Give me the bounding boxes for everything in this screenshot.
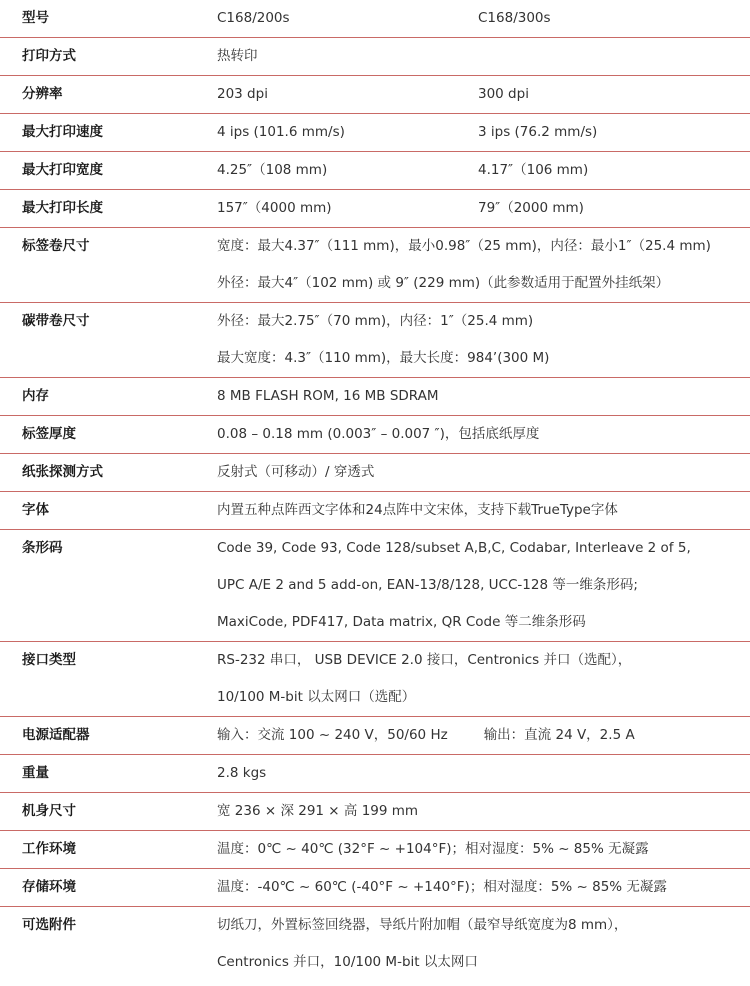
spec-value-primary: 外径：最大4″（102 mm) 或 9″ (229 mm)（此参数适用于配置外挂纸架） bbox=[217, 275, 670, 291]
spec-row bbox=[0, 492, 750, 530]
spec-value-primary: 8 MB FLASH ROM, 16 MB SDRAM bbox=[217, 388, 439, 404]
spec-value bbox=[217, 303, 750, 377]
spec-value-line bbox=[217, 76, 750, 113]
spec-value-line bbox=[217, 190, 750, 227]
spec-label: 打印方式 bbox=[22, 48, 76, 64]
spec-value bbox=[217, 530, 750, 641]
spec-row bbox=[0, 530, 750, 642]
spec-label: 最大打印长度 bbox=[22, 200, 103, 216]
spec-value-line bbox=[217, 869, 750, 906]
spec-label: 机身尺寸 bbox=[22, 803, 76, 819]
spec-value-primary: 宽 236 × 深 291 × 高 199 mm bbox=[217, 803, 419, 819]
spec-value bbox=[217, 378, 750, 415]
spec-label: 工作环境 bbox=[22, 841, 76, 857]
spec-value-primary: Centronics 并口，10/100 M-bit 以太网口 bbox=[217, 954, 478, 970]
spec-value-line bbox=[217, 38, 750, 75]
spec-value bbox=[217, 717, 750, 754]
spec-value-primary: 0.08 – 0.18 mm (0.003″ – 0.007 ″)，包括底纸厚度 bbox=[217, 426, 540, 442]
spec-value-line bbox=[217, 303, 750, 340]
spec-value-line bbox=[217, 152, 750, 189]
spec-value bbox=[217, 831, 750, 868]
spec-value-primary: 157″（4000 mm) bbox=[217, 200, 332, 216]
spec-value-line bbox=[217, 492, 750, 529]
spec-label: 字体 bbox=[22, 502, 49, 518]
spec-value-line bbox=[217, 228, 750, 265]
spec-value bbox=[217, 0, 750, 37]
spec-row bbox=[0, 416, 750, 454]
spec-label: 标签厚度 bbox=[22, 426, 76, 442]
spec-row bbox=[0, 454, 750, 492]
spec-row bbox=[0, 755, 750, 793]
spec-value-primary: 4 ips (101.6 mm/s) bbox=[217, 124, 345, 140]
spec-value-line bbox=[217, 944, 750, 981]
spec-row bbox=[0, 152, 750, 190]
spec-value bbox=[217, 755, 750, 792]
spec-value-primary: 内置五种点阵西文字体和24点阵中文宋体，支持下载TrueType字体 bbox=[217, 502, 618, 518]
spec-value bbox=[217, 152, 750, 189]
spec-label: 接口类型 bbox=[22, 652, 76, 668]
spec-value bbox=[217, 190, 750, 227]
spec-value bbox=[217, 492, 750, 529]
spec-value-line bbox=[217, 831, 750, 868]
spec-value-primary: 反射式（可移动）/ 穿透式 bbox=[217, 464, 375, 480]
spec-value-line bbox=[217, 530, 750, 567]
spec-value-primary: 温度：-40℃ ~ 60℃ (-40°F ~ +140°F)；相对湿度：5% ~ 85% 无凝露 bbox=[217, 879, 667, 895]
spec-row bbox=[0, 642, 750, 717]
spec-row bbox=[0, 114, 750, 152]
spec-value-line bbox=[217, 340, 750, 377]
spec-row bbox=[0, 717, 750, 755]
spec-value-primary: UPC A/E 2 and 5 add-on, EAN-13/8/128, UCC-128 等一维条形码; bbox=[217, 577, 638, 593]
spec-label: 可选附件 bbox=[22, 917, 76, 933]
spec-row bbox=[0, 76, 750, 114]
spec-value bbox=[217, 228, 750, 302]
spec-value-line bbox=[217, 454, 750, 491]
spec-row bbox=[0, 303, 750, 378]
spec-value bbox=[217, 38, 750, 75]
spec-value-line bbox=[217, 793, 750, 830]
spec-value bbox=[217, 869, 750, 906]
spec-label: 纸张探测方式 bbox=[22, 464, 103, 480]
spec-value-line bbox=[217, 114, 750, 151]
spec-value-line bbox=[217, 567, 750, 604]
spec-value-primary: Code 39, Code 93, Code 128/subset A,B,C, Codabar, Interleave 2 of 5, bbox=[217, 540, 691, 556]
spec-value-secondary: 79″（2000 mm) bbox=[478, 200, 584, 216]
spec-value-primary: C168/200s bbox=[217, 10, 290, 26]
spec-row bbox=[0, 38, 750, 76]
spec-value bbox=[217, 76, 750, 113]
spec-row bbox=[0, 0, 750, 38]
spec-value-secondary: 3 ips (76.2 mm/s) bbox=[478, 124, 598, 140]
spec-value bbox=[217, 907, 750, 981]
spec-value-primary: 输入：交流 100 ~ 240 V，50/60 Hz bbox=[217, 727, 448, 743]
spec-row bbox=[0, 869, 750, 907]
spec-row bbox=[0, 831, 750, 869]
spec-label: 碳带卷尺寸 bbox=[22, 313, 90, 329]
spec-value bbox=[217, 793, 750, 830]
spec-value bbox=[217, 416, 750, 453]
spec-value-secondary: 4.17″（106 mm) bbox=[478, 162, 589, 178]
spec-value-primary: 温度：0℃ ~ 40℃ (32°F ~ +104°F)；相对湿度：5% ~ 85% 无凝露 bbox=[217, 841, 649, 857]
spec-value-primary: 热转印 bbox=[217, 48, 258, 64]
spec-label: 最大打印宽度 bbox=[22, 162, 103, 178]
spec-label: 分辨率 bbox=[22, 86, 63, 102]
spec-value-line bbox=[217, 378, 750, 415]
spec-value-secondary: C168/300s bbox=[478, 10, 551, 26]
spec-label: 标签卷尺寸 bbox=[22, 238, 90, 254]
spec-value-primary: 外径：最大2.75″（70 mm)，内径：1″（25.4 mm) bbox=[217, 313, 534, 329]
spec-value-primary: 宽度：最大4.37″（111 mm)，最小0.98″（25 mm)，内径：最小1″（25.4 mm) bbox=[217, 238, 711, 254]
spec-value-line bbox=[217, 642, 750, 679]
spec-row bbox=[0, 378, 750, 416]
spec-label: 条形码 bbox=[22, 540, 63, 556]
spec-label: 型号 bbox=[22, 10, 49, 26]
spec-row bbox=[0, 228, 750, 303]
spec-value bbox=[217, 114, 750, 151]
spec-label: 最大打印速度 bbox=[22, 124, 103, 140]
spec-value-secondary: 300 dpi bbox=[478, 86, 529, 102]
spec-value bbox=[217, 642, 750, 716]
spec-row bbox=[0, 793, 750, 831]
spec-value-primary: MaxiCode, PDF417, Data matrix, QR Code 等二维条形码 bbox=[217, 614, 586, 630]
spec-label: 存储环境 bbox=[22, 879, 76, 895]
spec-value-line bbox=[217, 604, 750, 641]
spec-value-primary: 10/100 M-bit 以太网口（选配） bbox=[217, 689, 416, 705]
spec-value-primary: RS-232 串口， USB DEVICE 2.0 接口，Centronics 并口（选配）， bbox=[217, 652, 632, 668]
spec-value-primary: 最大宽度：4.3″（110 mm)，最大长度：984’(300 M) bbox=[217, 350, 550, 366]
spec-value bbox=[217, 454, 750, 491]
spec-value-line bbox=[217, 0, 750, 37]
spec-value-line bbox=[217, 679, 750, 716]
spec-value-line bbox=[217, 265, 750, 302]
spec-value-primary: 203 dpi bbox=[217, 86, 268, 102]
spec-value-line bbox=[217, 416, 750, 453]
spec-value-primary: 4.25″（108 mm) bbox=[217, 162, 328, 178]
spec-row bbox=[0, 190, 750, 228]
spec-value-primary: 切纸刀，外置标签回绕器，导纸片附加帽（最窄导纸宽度为8 mm）， bbox=[217, 917, 628, 933]
spec-value-line bbox=[217, 717, 750, 754]
spec-value-line bbox=[217, 907, 750, 944]
spec-label: 电源适配器 bbox=[22, 727, 90, 743]
spec-value-primary: 2.8 kgs bbox=[217, 765, 267, 781]
spec-label: 内存 bbox=[22, 388, 49, 404]
spec-value-line bbox=[217, 755, 750, 792]
spec-value-secondary: 输出：直流 24 V，2.5 A bbox=[483, 727, 635, 743]
spec-label: 重量 bbox=[22, 765, 49, 781]
spec-row bbox=[0, 907, 750, 981]
